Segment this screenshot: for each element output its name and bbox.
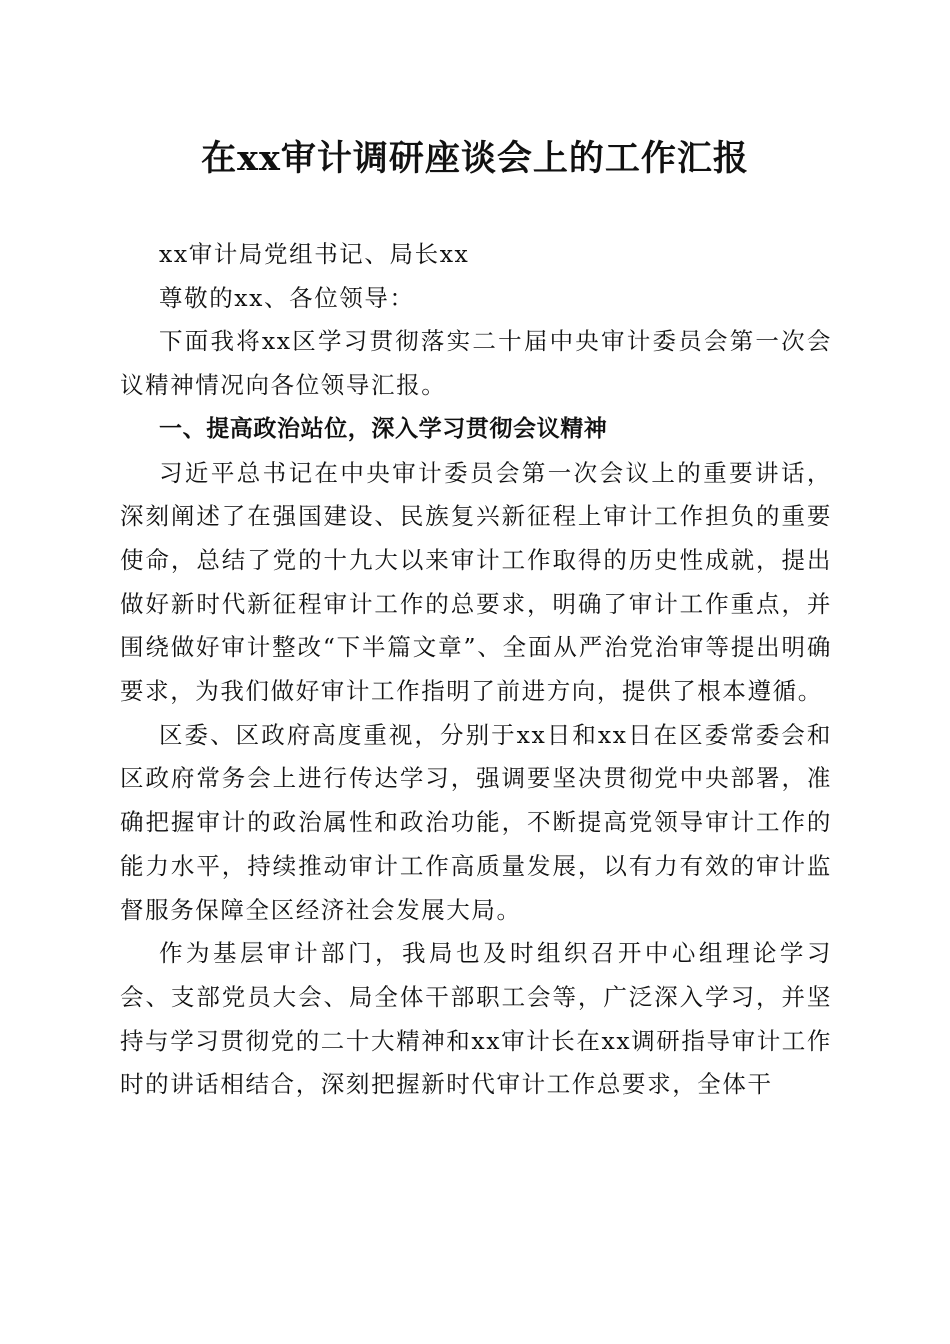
intro-paragraph: 下面我将xx区学习贯彻落实二十届中央审计委员会第一次会议精神情况向各位领导汇报。 bbox=[120, 327, 832, 400]
author-line: xx审计局党组书记、局长xx bbox=[159, 240, 470, 268]
salutation: 尊敬的xx、各位领导： bbox=[159, 283, 415, 312]
body-paragraph: 作为基层审计部门，我局也及时组织召开中心组理论学习会、支部党员大会、局全体干部职工会等，广泛深入学习，并坚持与学习贯彻党的二十大精神和xx审计长在xx调研指导审计工作时的讲话相结合，深刻把握新时代审计工作总要求，全体干 bbox=[120, 939, 833, 1099]
document-title: 在xx审计调研座谈会上的工作汇报 bbox=[201, 138, 749, 179]
section-heading: 一、提高政治站位，深入学习贯彻会议精神 bbox=[159, 415, 608, 442]
body-paragraph: 习近平总书记在中央审计委员会第一次会议上的重要讲话，深刻阐述了在强国建设、民族复兴新征程上审计工作担负的重要使命，总结了党的十九大以来审计工作取得的历史性成就，提出做好新时代新征程审计工作的总要求，明确了审计工作重点，并围绕做好审计整改“下半篇文章”、全面从严治党治审等提出明确要求，为我们做好审计工作指明了前进方向，提供了根本遵循。 bbox=[120, 458, 832, 706]
body-paragraph: 区委、区政府高度重视，分别于xx日和xx日在区委常委会和区政府常务会上进行传达学习，强调要坚决贯彻党中央部署，准确把握审计的政治属性和政治功能，不断提高党领导审计工作的能力水平，持续推动审计工作高质量发展，以有力有效的审计监督服务保障全区经济社会发展大局。 bbox=[120, 720, 832, 924]
document-body bbox=[120, 233, 832, 1107]
